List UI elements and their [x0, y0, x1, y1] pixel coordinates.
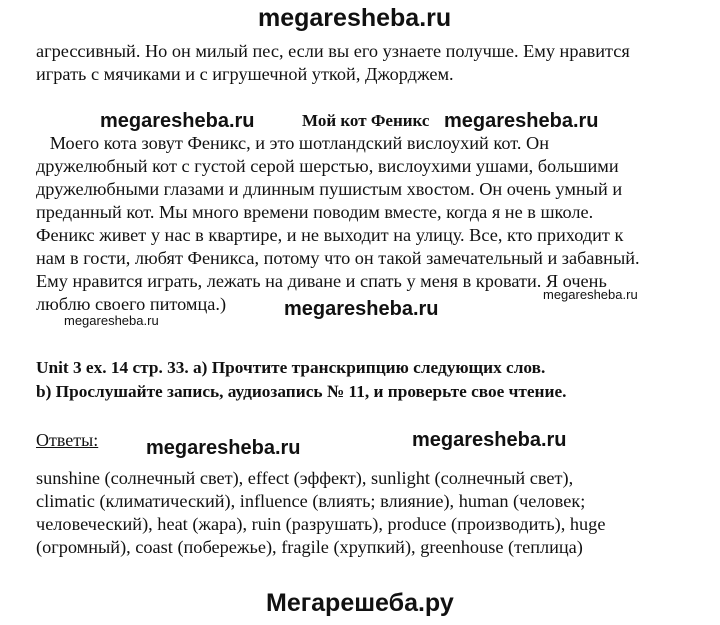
watermark-heading-left: megaresheba.ru — [100, 110, 255, 132]
watermark-mid-center: megaresheba.ru — [284, 298, 439, 320]
story-line-2: дружелюбный кот с густой серой шерстью, вислоухими ушами, большими — [36, 156, 619, 176]
answer-line-4: (огромный), coast (побережье), fragile (хрупкий), greenhouse (теплица) — [36, 537, 583, 557]
watermark-heading-right: megaresheba.ru — [444, 110, 599, 132]
answer-line-3: человеческий), heat (жара), ruin (разрушать), produce (производить), huge — [36, 514, 606, 534]
story-line-1: Моего кота зовут Феникс, и это шотландский вислоухий кот. Он — [36, 133, 549, 153]
story-line-8: люблю своего питомца.) — [36, 294, 227, 314]
watermark-bottom: Мегарешеба.ру — [266, 589, 454, 617]
story-line-4: преданный кот. Мы много времени поводим вместе, когда я не в школе. — [36, 202, 594, 222]
story-line-6: нам в гости, любят Феникса, потому что он такой замечательный и забавный. — [36, 248, 640, 268]
watermark-answers-right: megaresheba.ru — [412, 429, 567, 451]
story-line-5: Феникс живет у нас в квартире, и не выходит на улицу. Все, кто приходит к — [36, 225, 624, 245]
watermark-mid-right: megaresheba.ru — [543, 287, 638, 302]
answer-line-2: climatic (климатический), influence (влиять; влияние), human (человек; — [36, 491, 586, 511]
watermark-top: megaresheba.ru — [258, 4, 452, 32]
intro-line-1: агрессивный. Но он милый пес, если вы его узнаете получше. Ему нравится — [36, 41, 630, 61]
task-line-1: Unit 3 ex. 14 стр. 33. a) Прочтите транскрипцию следующих слов. — [36, 358, 546, 377]
story-line-7: Ему нравится играть, лежать на диване и спать у меня в кровати. Я очень — [36, 271, 607, 291]
watermark-mid-left: megaresheba.ru — [64, 313, 159, 328]
section-heading: Мой кот Феникс — [302, 111, 430, 130]
answer-line-1: sunshine (солнечный свет), effect (эффект), sunlight (солнечный свет), — [36, 468, 574, 488]
task-line-2: b) Прослушайте запись, аудиозапись № 11, и проверьте свое чтение. — [36, 382, 567, 401]
answers-label: Ответы: — [36, 430, 99, 450]
watermark-answers-left: megaresheba.ru — [146, 437, 301, 459]
story-line-3: дружелюбными глазами и длинным пушистым хвостом. Он очень умный и — [36, 179, 623, 199]
intro-line-2: играть с мячиками и с игрушечной уткой, Джорджем. — [36, 64, 454, 84]
